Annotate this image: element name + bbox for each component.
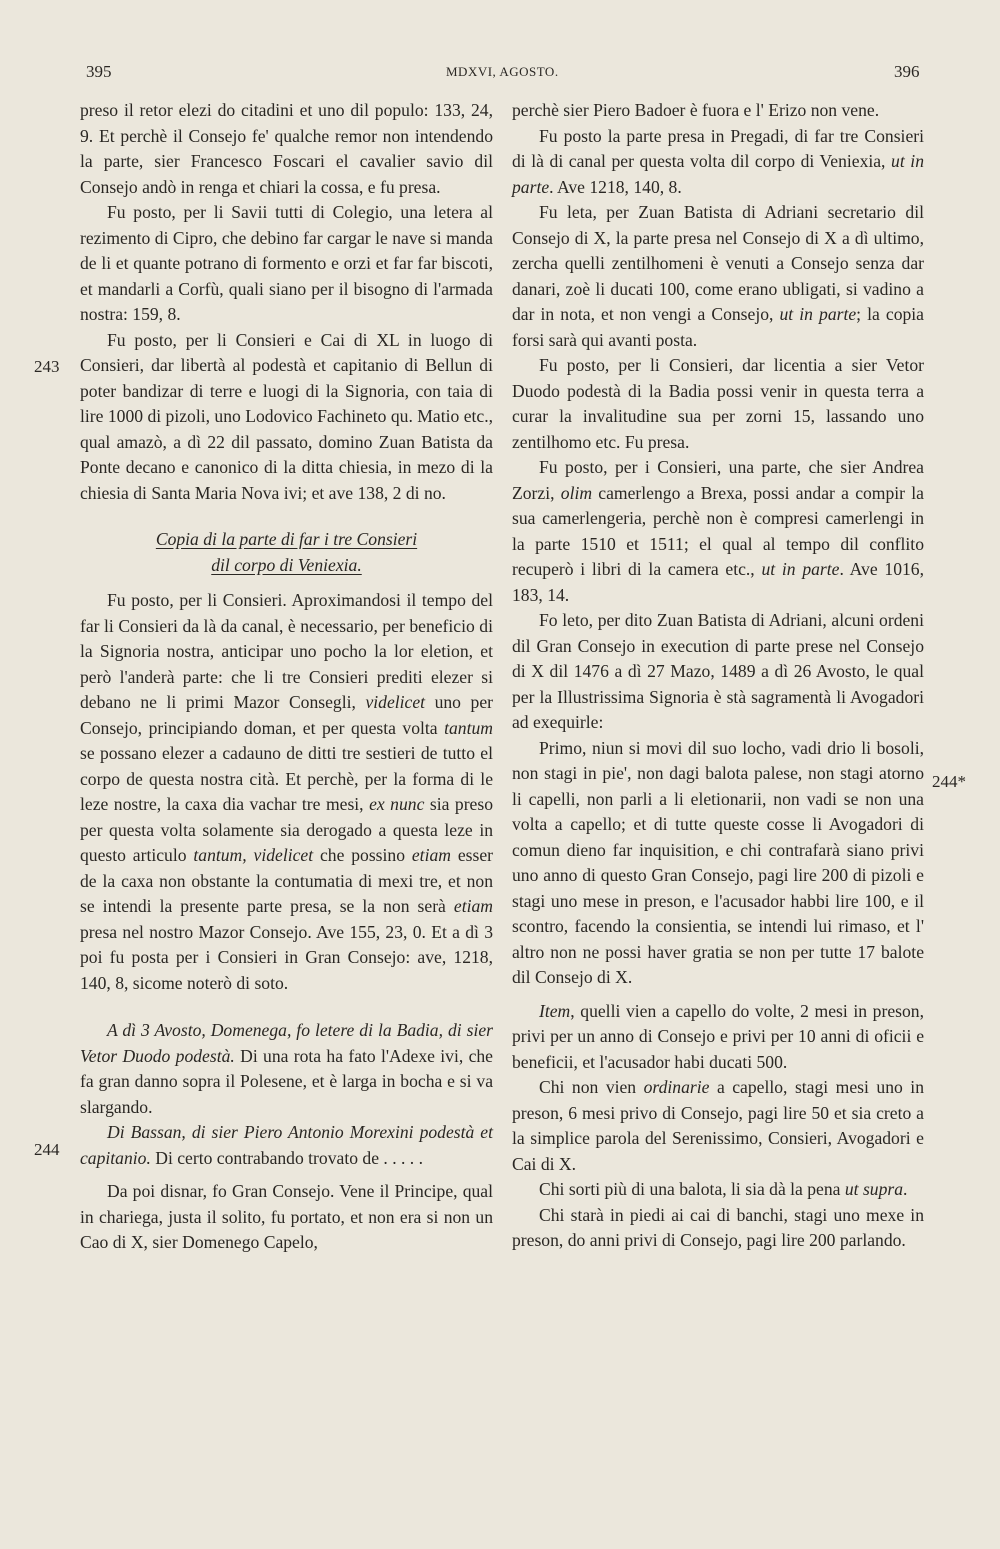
paragraph (80, 1120, 493, 1171)
paragraph: perchè sier Piero Badoer è fuora e l' Erizo non vene. (512, 100, 880, 120)
italic-term: ex nunc (369, 794, 425, 814)
paragraph: Chi starà in piedi ai cai di banchi, stagi uno mexe in preson, do anni privi di Consejo, pagi lire 200 parlando. (512, 1204, 924, 1250)
running-title: MDXVI, AGOSTO. (446, 64, 559, 79)
italic-lead: A dì 3 Avosto, Domenega, fo letere di la Badia, di sier Vetor Duodo podestà. (80, 1020, 493, 1066)
section-heading (80, 526, 493, 578)
italic-term: Item (539, 1000, 571, 1021)
paragraph-text: Di una rota ha fato l'Adexe ivi, che fa gran danno sopra il Polesene, et è larga in bocha e si va slargando. (80, 1045, 493, 1117)
paragraph: Fu posto, per i Consieri, una parte, che sier Andrea Zorzi, olim camerlengo a Brexa, possi andar a compir la sua camerlengeria, perchè non è compresi camerlengi in la parte 1510 et 1511; el qual al tempo dil conflito recuperò i libri di la camera etc., ut in parte. Ave 1016, 183, 14. (512, 457, 924, 605)
paragraph-text: Di certo contrabando trovato de . . . . . (150, 1147, 423, 1168)
paragraph: Fu posto, per li Consieri e Cai di XL in luogo di Consieri, dar libertà al podestà et capitanio di Bellun di poter bandizar di terre e luogi di la Signoria, con taia di lire 1000 di pizoli, uno Lodovico Fachineto qu. Matio etc., qual amazò, a dì 22 dil passato, domino Zuan Batista da Ponte decano e canonico di la ditta chiesia, in mezo di la chiesia di Santa Maria Nova ivi; et ave 138, 2 di no. (80, 329, 493, 503)
paragraph (80, 1018, 493, 1120)
italic-term: ut supra (844, 1179, 904, 1199)
paragraph: Fu leta, per Zuan Batista di Adriani secretario dil Consejo di X, la parte presa nel Consejo di X a dì ultimo, zercha quelli zentilhomeni è venuti a Consejo senza dar danari, zoè li ducati 100, come erano ubligati, si vadino a dar in nota, et non vengi a Consejo, ut in parte; la copia forsi sarà qui avanti posta. (512, 202, 924, 350)
heading-line: Copia di la parte di far i tre Consieri (155, 529, 418, 549)
paragraph: Fu posto la parte presa in Pregadi, di far tre Consieri di là di canal per questa volta dil corpo di Veniexia, ut in parte. Ave 1218, 140, 8. (512, 125, 924, 197)
page-number-left: 395 (86, 62, 112, 81)
heading-line: dil corpo di Veniexia. (211, 555, 362, 575)
paragraph: Item, quelli vien a capello do volte, 2 mesi in preson, privi per un anno di Consejo e privi per 10 anni di oficii e beneficii, et l'acusador habi ducati 500. (512, 1000, 924, 1072)
paragraph: Chi non vien ordinarie a capello, stagi mesi uno in preson, 6 mesi privo di Consejo, pagi lire 50 et sia creto a la simplice parola del Serenissimo, Consieri, Avogadori e Cai di X. (512, 1077, 924, 1174)
paragraph: Fu posto, per li Consieri, dar licentia a sier Vetor Duodo podestà di la Badia possi venir in questa terra a curar la invalitudine sua per zorni 15, lassando uno zentilhomo etc. Fu presa. (512, 355, 924, 452)
paragraph: Fu posto, per li Consieri. Aproximandosi il tempo del far li Consieri da là da canal, è necessario, per beneficio di la Signoria nostra, anticipar uno pocho la lor eletion, et però l'anderà parte: che li tre Consieri prediti elezer si debano ne li primi Mazor Consegli, videlicet uno per Consejo, principiando doman, et per questa volta tantum se possano elezer a cadauno de ditti tre sestieri de tutto el corpo de questa nostra cità. Et perchè, per la forma di le leze nostre, la caxa dia vachar tre mesi, ex nunc sia preso per questa volta solamente sia derogado a questa leze in questo articulo tantum, videlicet che possino etiam esser de la caxa non obstante la contumatia di mexi tre, et non se intendi la presente parte presa, se la non serà etiam presa nel nostro Mazor Consejo. Ave 155, 23, 0. Et a dì 3 poi fu posta per i Consieri in Gran Consejo: ave, 1218, 140, 8, sicome noterò di soto. (80, 590, 494, 993)
paragraph: Fu posto, per li Savii tutti di Colegio, una letera al rezimento di Cipro, che debino far cargar le nave si manda de li et quante potrano di formento e orzi et far far biscoti, et mandarli a Corfù, quali siano per il bisogno di l'armada nostra: 159, 8. (80, 202, 493, 324)
running-header (0, 62, 1000, 92)
paragraph: preso il retor elezi do citadini et uno dil populo: 133, 24, 9. Et perchè il Consejo fe' qualche remor non intendendo la parte, sier Francesco Foscari el cavalier savio dil Consejo andò in renga et chiari la cossa, e fu presa. (80, 100, 493, 197)
italic-lead: Di Bassan, di sier Piero Antonio Morexini podestà et capitanio. (80, 1122, 493, 1168)
italic-term: etiam (453, 896, 493, 916)
margin-note-243: 243 (34, 357, 60, 376)
italic-term: ut in parte (761, 559, 840, 579)
italic-term: ordinarie (643, 1077, 710, 1097)
paragraph: Primo, niun si movi dil suo locho, vadi drio li bosoli, non stagi in pie', non dagi balota palese, non stagi atorno li capelli, non parli a li eletionarii, non vadi se non una volta a capello; et di tutte queste cosse li Avogadori di comun dieno far inquisition, e chi contrafarà siano privi uno anno di questo Gran Consejo, pagi lire 200 di pizoli e stagi uno mese in preson, e l'acusador habbi lire 100, e il scontro, facendo la consientia, se intendi lui rimaso, et l' altro non ne possi haver gratia se non per tutte 17 balote dil Consejo di X. (512, 737, 924, 987)
left-column (80, 98, 493, 1256)
italic-term: olim (560, 482, 593, 503)
margin-note-244-left: 244 (34, 1140, 60, 1159)
italic-term: tantum, videlicet (193, 845, 314, 865)
paragraph: Chi sorti più di una balota, li sia dà la pena ut supra. (539, 1179, 908, 1199)
italic-term: ut in parte (512, 151, 924, 197)
italic-term: tantum (444, 717, 493, 738)
italic-term: ut in parte (779, 304, 857, 324)
italic-term: etiam (411, 845, 451, 865)
italic-term: videlicet (365, 692, 426, 712)
right-column (512, 98, 924, 1254)
paragraph: Da poi disnar, fo Gran Consejo. Vene il Principe, qual in chariega, justa il solito, fu portato, et non era si non un Cao di X, sier Domenego Capelo, (80, 1181, 493, 1252)
paragraph: Fo leto, per dito Zuan Batista di Adriani, alcuni ordeni dil Gran Consejo in execution di parte prese nel Consejo di X dil 1476 a dì 27 Mazo, 1489 a dì 26 Avosto, le qual per la Illustrissima Signoria è stà sagramentà li Avogadori ad exequirle: (512, 610, 924, 732)
margin-note-244-right: 244* (932, 772, 966, 791)
page-number-right: 396 (894, 62, 920, 81)
